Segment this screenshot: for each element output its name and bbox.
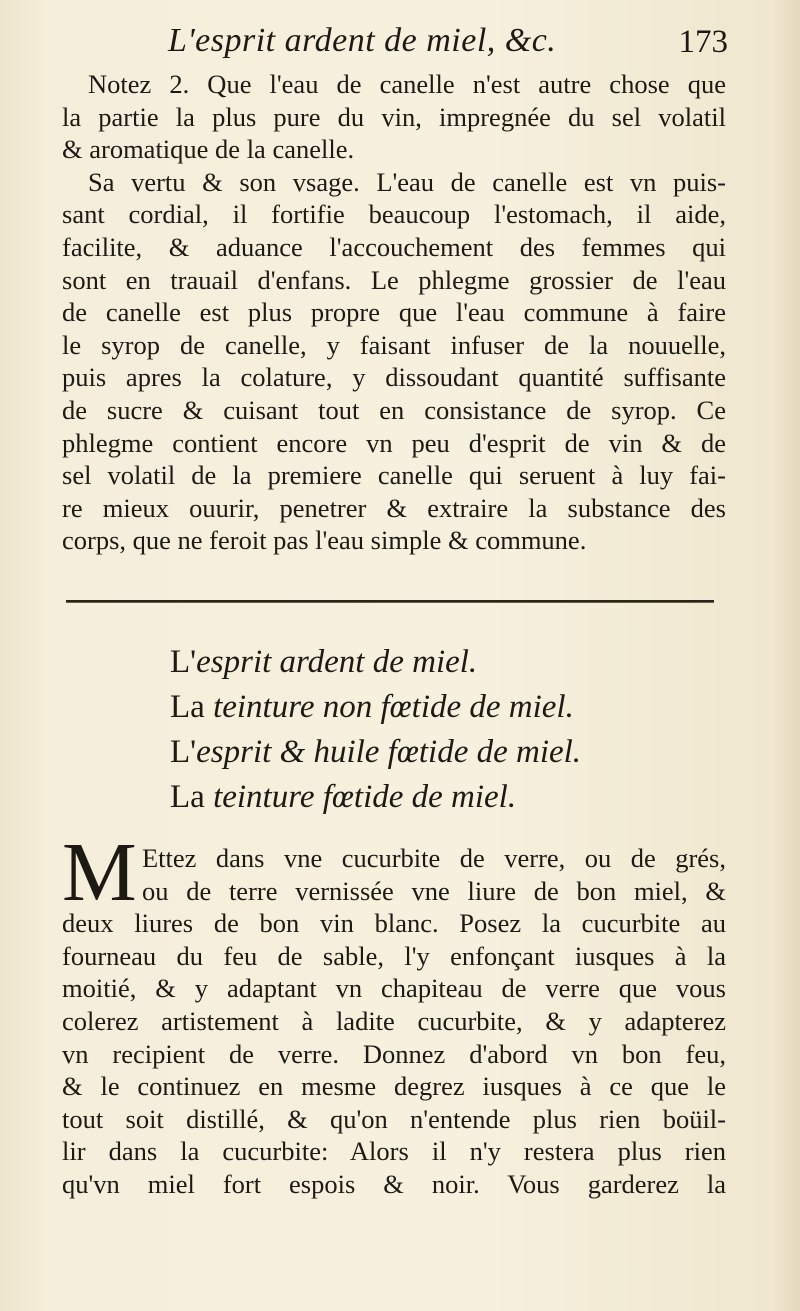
text-line: la partie la plus pure du vin, impregnée du sel volatil [62,101,726,132]
title-rest: esprit ardent de miel. [196,644,478,680]
section-title [170,730,690,775]
title-rest: esprit & huile fœtide de miel. [196,734,582,770]
text-line: ou de terre vernissée vne liure de bon miel, & [142,875,726,906]
page-header [168,18,728,68]
text-line: de sucre & cuisant tout en consistance de syrop. Ce [62,394,726,425]
text-line: Sa vertu & son vsage. L'eau de canelle est vn puis- [88,166,726,197]
section-divider [66,600,714,603]
section-title [170,640,690,685]
text-line: phlegme contient encore vn peu d'esprit de vin & de [62,427,726,458]
text-line: Notez 2. Que l'eau de canelle n'est autre chose que [88,69,726,99]
text-line: colerez artistement à ladite cucurbite, & y adapterez [62,1005,726,1036]
text-line: puis apres la colature, y dissoudant quantité suffisante [62,362,726,393]
title-lead: La [170,689,205,725]
title-lead: L' [170,734,197,770]
title-lead: L' [170,644,197,680]
running-title: L'esprit ardent de miel, &c. [168,22,557,59]
section-title [170,775,690,820]
section-titles [170,640,690,820]
text-line: vn recipient de verre. Donnez d'abord vn bon feu, [62,1038,726,1069]
text-line: moitié, & y adaptant vn chapiteau de verre que vous [62,973,726,1004]
drop-cap: M [62,826,137,919]
text-block-recipe [62,842,726,1201]
text-line: fourneau du feu de sable, l'y enfonçant iusques à la [62,940,726,971]
text-line: le syrop de canelle, y faisant infuser de la nouuelle, [62,329,726,360]
text-line: & le continuez en mesme degrez iusques à ce que le [62,1071,726,1102]
text-line: tout soit distillé, & qu'on n'entende plus rien boüil- [62,1103,726,1134]
text-line: deux liures de bon vin blanc. Posez la cucurbite au [62,908,726,939]
text-line: facilite, & aduance l'accouchement des femmes qui [62,231,726,262]
text-line: de canelle est plus propre que l'eau commune à faire [62,297,726,328]
text-line: sant cordial, il fortifie beaucoup l'estomach, il aide, [62,199,726,230]
title-rest: teinture fœtide de miel. [204,779,517,815]
text-line: lir dans la cucurbite: Alors il n'y restera plus rien [62,1136,726,1167]
text-line: sel volatil de la premiere canelle qui seruent à luy fai- [62,460,726,491]
page-number: 173 [678,24,728,60]
section-title [170,685,690,730]
text-line: re mieux ouurir, penetrer & extraire la substance des [62,492,726,523]
text-line: qu'vn miel fort espois & noir. Vous garderez la [62,1168,726,1199]
text-line: & aromatique de la canelle. [62,134,355,165]
text-block-notes [62,68,726,557]
text-line: corps, que ne feroit pas l'eau simple & commune. [62,525,587,556]
page-edge-shadow [774,0,800,1311]
title-rest: teinture non fœtide de miel. [204,689,574,725]
text-line: Ettez dans vne cucurbite de verre, ou de grés, [142,843,726,873]
text-line: sont en trauail d'enfans. Le phlegme grossier de l'eau [62,264,726,295]
title-lead: La [170,779,205,815]
